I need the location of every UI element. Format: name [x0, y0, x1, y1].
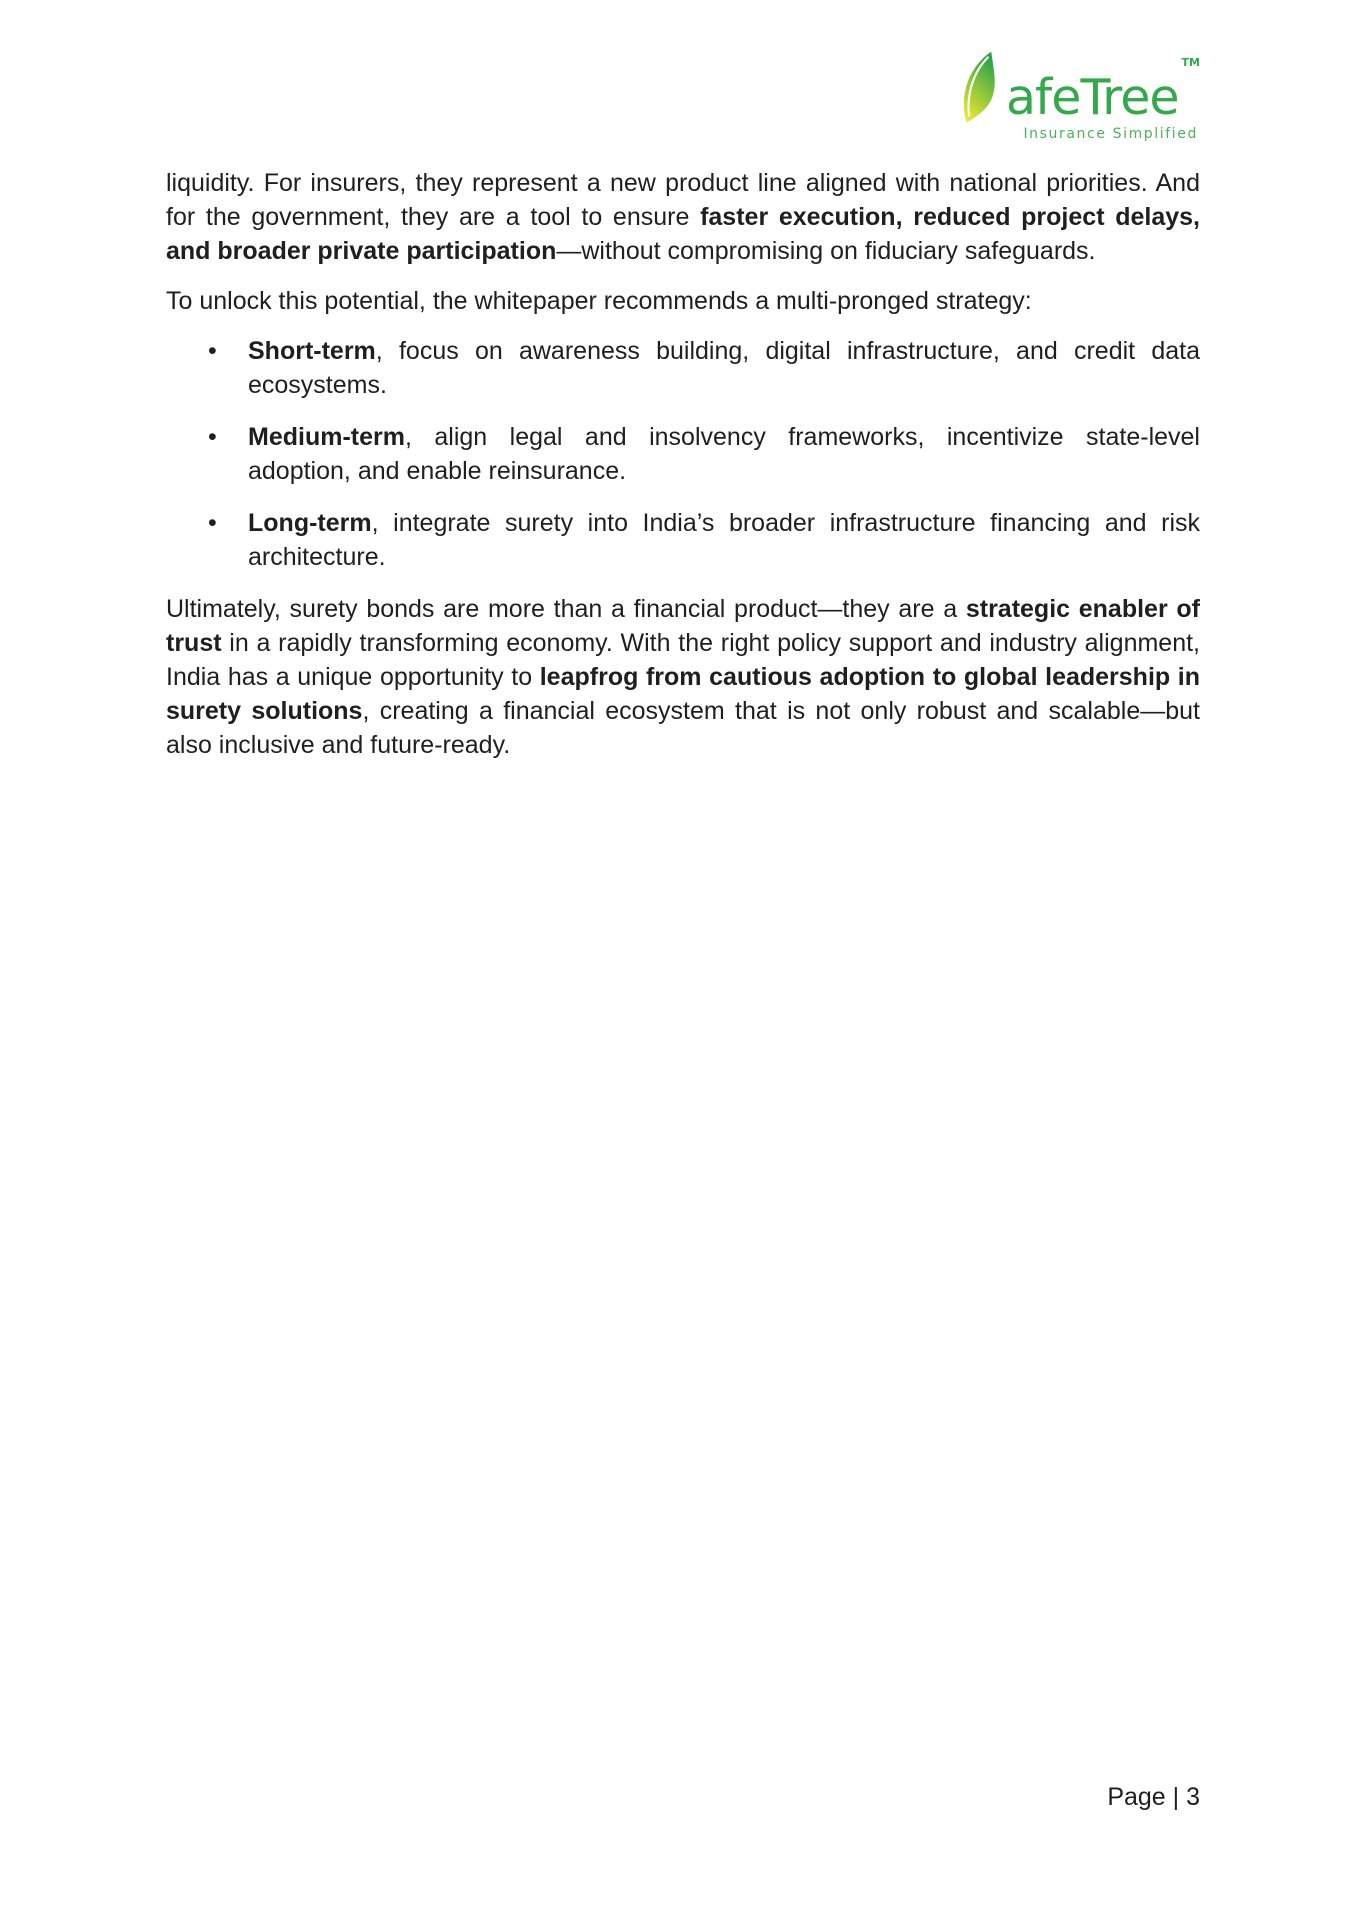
document-body: [166, 166, 1200, 762]
brand-text: afeTree: [1006, 69, 1179, 126]
list-item-text: Medium-term, align legal and insolvency frameworks, incentivize state-level adoption, and enable reinsurance.: [248, 423, 1200, 485]
paragraph-1: liquidity. For insurers, they represent a new product line aligned with national priorities. And for the government, they are a tool to ensure faster execution, reduced project delays, and broader private participation—without compromising on fiduciary safeguards.: [166, 169, 1200, 265]
header: [166, 0, 1200, 146]
list-item-text: Short-term, focus on awareness building, digital infrastructure, and credit data ecosystems.: [248, 337, 1200, 399]
list-item: [166, 506, 1200, 574]
bullet-icon: •: [208, 423, 217, 451]
bullet-icon: •: [208, 337, 217, 365]
list-item: [166, 334, 1200, 402]
page-number: Page | 3: [1107, 1783, 1200, 1811]
leaf-icon: [957, 50, 1009, 124]
list-item-text: Long-term, integrate surety into India’s broader infrastructure financing and risk architecture.: [248, 509, 1200, 571]
safetree-logo: [957, 50, 1200, 126]
strategy-list: [166, 334, 1200, 574]
paragraph-3: Ultimately, surety bonds are more than a financial product—they are a strategic enabler of trust in a rapidly transforming economy. With the right policy support and industry alignment, India has a unique opportunity to leapfrog from cautious adoption to global leadership in surety solutions, creating a financial ecosystem that is not only robust and scalable—but also inclusive and future-ready.: [166, 595, 1201, 759]
paragraph-2: To unlock this potential, the whitepaper recommends a multi-pronged strategy:: [166, 287, 1032, 315]
bullet-icon: •: [208, 509, 217, 537]
list-item: [166, 420, 1200, 488]
trademark-mark: TM: [1181, 56, 1200, 69]
logo-tagline: Insurance Simplified: [1023, 126, 1198, 142]
